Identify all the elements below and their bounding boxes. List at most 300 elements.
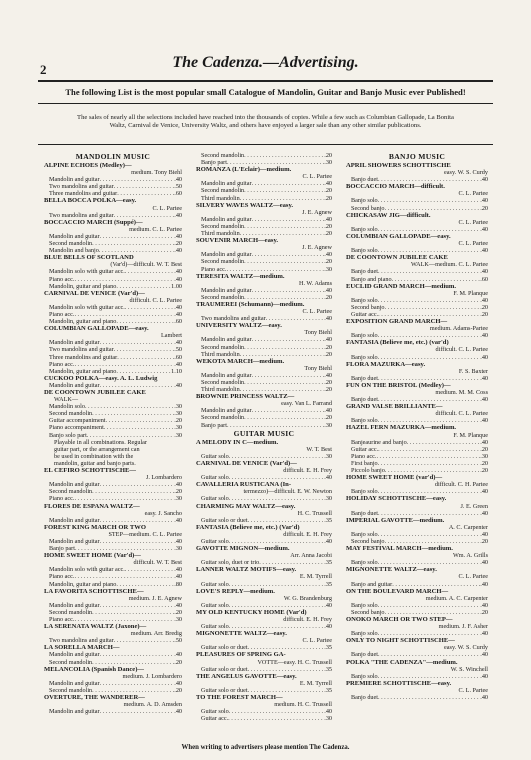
leader-dots — [100, 680, 175, 687]
arrangement-name: Two mandolins and guitar — [49, 637, 114, 645]
price-line — [44, 212, 182, 219]
price: .20 — [174, 686, 182, 694]
price: .30 — [174, 403, 182, 411]
piece-credit: J. E. Agnew — [302, 208, 332, 216]
arrangement-name: Mandolin and guitar — [49, 481, 100, 489]
arrangement-name: Mandolin solo with guitar acc. — [49, 303, 125, 311]
price: .40 — [174, 268, 182, 276]
catalogue-headline: The following List is the most popular small Catalogue of Mandolin, Guitar and Banjo Music ever Published! — [65, 87, 466, 97]
price: 1.00 — [171, 282, 182, 290]
leader-dots — [226, 266, 324, 273]
arrangement-name: Third mandolin — [201, 230, 240, 238]
piece-credit: C. L. Partee — [458, 218, 488, 226]
leader-dots — [252, 180, 325, 187]
price-line — [44, 417, 182, 424]
leader-dots — [229, 453, 325, 460]
piece-title: BROWNIE PRINCESS WALTZ— — [196, 393, 295, 401]
arrangement-name: Mandolin and guitar — [49, 708, 100, 716]
headline-rule — [38, 103, 493, 104]
piece-title: MELANCOLIA (Spanish Dance)— — [44, 665, 145, 673]
leader-dots — [244, 379, 324, 386]
price: .40 — [174, 360, 182, 368]
piece-title: MIGNONETTE WALTZ—easy. — [196, 630, 287, 638]
price-line — [196, 351, 332, 358]
leader-dots — [248, 517, 325, 524]
price: .40 — [480, 694, 488, 702]
arrangement-name: Mandolin and banjo — [49, 247, 99, 255]
arrangement-name: Guitar solo — [201, 580, 229, 588]
price: .35 — [324, 644, 332, 652]
arrangement-name: Mandolin, guitar and piano — [49, 580, 117, 588]
price-line — [44, 602, 182, 609]
leader-dots — [378, 673, 481, 680]
arrangement-name: Banjo part — [201, 421, 227, 429]
arrangement-name: Guitar solo — [201, 537, 229, 545]
leader-dots — [92, 659, 174, 666]
piece-title: FLORES DE ESPANA WALTZ— — [44, 502, 140, 510]
leader-dots — [244, 152, 324, 159]
price: .30 — [174, 545, 182, 553]
price-line — [346, 559, 488, 566]
piece-title: ALPINE ECHOES (Medley)— — [44, 162, 132, 169]
price: .40 — [174, 176, 182, 184]
arrangement-name: Two mandolins and guitar — [49, 211, 114, 219]
price-line — [346, 460, 488, 467]
leader-dots — [378, 247, 481, 254]
price-line — [44, 432, 182, 439]
leader-dots — [378, 197, 481, 204]
leader-dots — [240, 351, 325, 358]
price: .20 — [324, 194, 332, 202]
leader-dots — [114, 183, 175, 190]
piece-credit: C. L. Partee — [458, 573, 488, 581]
leader-dots — [74, 311, 174, 318]
catalogue-column-3 — [346, 152, 488, 701]
price-line — [44, 609, 182, 616]
piece-credit: Tony Biehl — [304, 329, 332, 337]
piece-credit: C. L. Partee — [302, 637, 332, 645]
price: .30 — [324, 421, 332, 429]
leader-dots — [378, 354, 481, 361]
price-line — [346, 630, 488, 637]
piece-credit: C. L. Partee — [458, 240, 488, 248]
piece-title: FANTASIA (Believe me, etc.) (Var'd) — [196, 523, 300, 531]
piece-credit: difficult. E. H. Frey — [283, 467, 332, 475]
leader-dots — [116, 368, 171, 375]
leader-dots — [104, 424, 174, 431]
price: .50 — [174, 346, 182, 354]
piece-title: PREMIERE SCHOTTISCHE—easy. — [346, 679, 452, 687]
piece-credit: Playable in all combinations. Regular — [54, 438, 147, 446]
leader-dots — [92, 687, 174, 694]
price: .35 — [324, 580, 332, 588]
section-heading: BANJO MUSIC — [388, 152, 446, 161]
price: .50 — [174, 183, 182, 191]
price-line — [196, 422, 332, 429]
leader-dots — [378, 446, 480, 453]
price-line — [196, 708, 332, 715]
arrangement-name: Banjo duet — [351, 651, 378, 659]
arrangement-name: Mandolin and guitar — [201, 371, 252, 379]
price: .40 — [324, 708, 332, 716]
piece-title: WEKOTA MARCH—medium. — [196, 357, 285, 365]
piece-title: COLUMBIAN GALLOPADE—easy. — [346, 232, 451, 240]
price: .30 — [324, 452, 332, 460]
leader-dots — [227, 422, 324, 429]
leader-dots — [378, 630, 481, 637]
price-line — [196, 623, 332, 630]
leader-dots — [407, 439, 481, 446]
price-line — [346, 417, 488, 424]
piece-credit: easy. W. S. Curdy — [444, 644, 488, 652]
price: .40 — [480, 651, 488, 659]
price-line — [44, 481, 182, 488]
leader-dots — [244, 258, 324, 265]
arrangement-name: Mandolin and guitar — [49, 232, 100, 240]
piece-credit: be used in combination with the — [54, 452, 134, 460]
price: .60 — [174, 318, 182, 326]
price: .30 — [324, 495, 332, 503]
arrangement-name: Second mandolin — [201, 258, 245, 266]
price: .60 — [174, 353, 182, 361]
leader-dots — [244, 294, 324, 301]
arrangement-name: Second mandolin — [49, 658, 93, 666]
price: .20 — [324, 343, 332, 351]
price: .30 — [324, 159, 332, 167]
piece-title: MY OLD KENTUCKY HOME (Var'd) — [196, 608, 307, 616]
price: .20 — [324, 258, 332, 266]
leader-dots — [385, 609, 481, 616]
arrangement-name: Banjo duet — [351, 268, 378, 276]
price-line — [346, 581, 488, 588]
arrangement-name: First banjo — [351, 459, 378, 467]
leader-dots — [378, 531, 481, 538]
price: .30 — [324, 265, 332, 273]
leader-dots — [378, 396, 480, 403]
price: .40 — [480, 225, 488, 233]
arrangement-name: Piano acc. — [49, 495, 75, 503]
price-line — [196, 386, 332, 393]
leader-dots — [378, 460, 481, 467]
piece-credit: W. G. Brandenburg — [283, 594, 332, 602]
leader-dots — [100, 602, 175, 609]
piece-title: TERESITA WALTZ—medium. — [196, 272, 285, 280]
piece-credit: STEP—medium. C. L. Partee — [108, 530, 182, 538]
arrangement-name: Second mandolin — [49, 240, 93, 248]
price-line — [44, 311, 182, 318]
price-line — [196, 666, 332, 673]
leader-dots — [378, 332, 481, 339]
arrangement-name: Piano acc. — [49, 275, 75, 283]
price-line — [196, 559, 332, 566]
footer-note: When writing to advertisers please mention The Cadenza. — [181, 744, 350, 751]
arrangement-name: Guitar solo or duet — [201, 686, 248, 694]
leader-dots — [100, 538, 175, 545]
piece-credit: Wm. A. Grills — [452, 552, 488, 560]
leader-dots — [229, 623, 325, 630]
piece-title: UNIVERSITY WALTZ—easy. — [196, 322, 282, 330]
arrangement-name: Two mandolins and guitar — [201, 315, 266, 323]
piece-credit: J. E. Agnew — [302, 244, 332, 252]
leader-dots — [252, 336, 325, 343]
leader-dots — [248, 644, 325, 651]
arrangement-name: Banjo solo — [351, 296, 378, 304]
price: .20 — [174, 417, 182, 425]
piece-title: HOLIDAY SCHOTTISCHE—easy. — [346, 495, 447, 503]
price-line — [196, 715, 332, 722]
arrangement-name: Three mandolins and guitar — [49, 190, 118, 198]
price-line — [346, 439, 488, 446]
price: .40 — [480, 509, 488, 517]
section-heading: GUITAR MUSIC — [233, 428, 295, 438]
price-line — [346, 453, 488, 460]
page-header-title: The Cadenza.—Advertising. — [172, 54, 359, 71]
leader-dots — [74, 573, 174, 580]
price-line — [346, 609, 488, 616]
arrangement-name: Mandolin and guitar — [201, 407, 252, 415]
price: .35 — [324, 665, 332, 673]
price-line — [44, 304, 182, 311]
price: .40 — [480, 296, 488, 304]
piece-credit: C. L. Partee — [302, 173, 332, 181]
leader-dots — [378, 226, 481, 233]
arrangement-name: Guitar solo, duet or trio — [201, 559, 260, 567]
price: .20 — [324, 222, 332, 230]
price-line — [44, 538, 182, 545]
price: .40 — [174, 708, 182, 716]
arrangement-name: Mandolin and guitar — [49, 381, 100, 389]
price-line — [196, 187, 332, 194]
arrangement-name: Second mandolin — [201, 293, 245, 301]
piece-title: EL CEFIRO SCHOTTISCHE— — [44, 467, 136, 475]
price: .40 — [480, 488, 488, 496]
leader-dots — [117, 190, 174, 197]
arrangement-name: Mandolin solo with guitar acc. — [49, 566, 125, 574]
leader-dots — [240, 195, 325, 202]
price: .30 — [174, 495, 182, 503]
arrangement-name: Mandolin, guitar and piano — [49, 282, 117, 290]
piece-title: THE ANGELUS GAVOTTE—easy. — [196, 672, 297, 680]
price-line — [346, 332, 488, 339]
piece-title: ONLY TO NIGHT SCHOTTISCHE— — [346, 637, 455, 645]
price: .40 — [174, 275, 182, 283]
price-line — [44, 488, 182, 495]
price: .40 — [324, 474, 332, 482]
price-line — [196, 344, 332, 351]
price-line — [346, 396, 488, 403]
leader-dots — [392, 581, 480, 588]
price-line — [346, 673, 488, 680]
piece-credit: A. C. Carpenter — [448, 523, 488, 531]
price-line — [346, 226, 488, 233]
price: .30 — [174, 431, 182, 439]
price: .35 — [324, 686, 332, 694]
leader-dots — [92, 410, 174, 417]
arrangement-name: Guitar solo — [201, 474, 229, 482]
piece-credit: E. M. Tyrrell — [299, 573, 332, 581]
leader-dots — [100, 382, 175, 389]
piece-credit: C. L. Partee — [458, 686, 488, 694]
price-line — [44, 573, 182, 580]
price-line — [44, 233, 182, 240]
price: .40 — [324, 315, 332, 323]
arrangement-name: Mandolin and guitar — [201, 251, 252, 259]
price: .40 — [480, 247, 488, 255]
price: .20 — [480, 310, 488, 318]
piece-credit: F. M. Planque — [453, 431, 488, 439]
price: .20 — [324, 187, 332, 195]
price-line — [44, 680, 182, 687]
leader-dots — [378, 375, 480, 382]
piece-credit: medium. J. F. Asher — [438, 623, 488, 631]
price-line — [346, 276, 488, 283]
price-line — [44, 637, 182, 644]
piece-title: LOVE'S REPLY—medium. — [196, 587, 275, 595]
piece-title: CARNIVAL DE VENICE (Var'd)— — [44, 289, 145, 297]
price-line — [44, 581, 182, 588]
leader-dots — [100, 176, 175, 183]
price-line — [196, 644, 332, 651]
piece-title: COLUMBIAN GALLOPADE—easy. — [44, 325, 149, 333]
price: .20 — [324, 293, 332, 301]
arrangement-name: Piccolo banjo — [351, 467, 385, 475]
price-line — [196, 517, 332, 524]
arrangement-name: Guitar solo — [201, 452, 229, 460]
piece-credit: W. S. Winchell — [450, 665, 488, 673]
leader-dots — [378, 268, 480, 275]
piece-credit: mandolin, guitar and banjo parts. — [54, 459, 136, 467]
price: .40 — [480, 672, 488, 680]
price-line — [44, 190, 182, 197]
price: .20 — [174, 488, 182, 496]
price: .20 — [480, 303, 488, 311]
arrangement-name: Second banjo — [351, 608, 385, 616]
piece-credit: medium. C. L. Partee — [129, 225, 182, 233]
price: .40 — [174, 481, 182, 489]
piece-title: CUCKOO POLKA—easy. A. L. Ludwig — [44, 374, 158, 382]
leader-dots — [100, 708, 175, 715]
piece-credit: H. W. Adams — [298, 279, 332, 287]
arrangement-name: Mandolin and guitar — [201, 336, 252, 344]
price-line — [44, 318, 182, 325]
price-line — [196, 315, 332, 322]
price-line — [44, 687, 182, 694]
leader-dots — [87, 432, 174, 439]
price-line — [196, 474, 332, 481]
leader-dots — [114, 637, 175, 644]
price: .40 — [174, 573, 182, 581]
price: .40 — [174, 303, 182, 311]
price-line — [346, 694, 488, 701]
arrangement-name: Second mandolin — [201, 379, 245, 386]
price: .40 — [480, 176, 488, 184]
piece-title: TO THE FOREST MARCH— — [196, 694, 283, 702]
price-line — [196, 258, 332, 265]
price-line — [44, 240, 182, 247]
price-line — [346, 446, 488, 453]
price: .40 — [480, 374, 488, 382]
leader-dots — [74, 616, 174, 623]
arrangement-name: Piano acc. — [49, 360, 75, 368]
leader-dots — [116, 283, 171, 290]
price: .40 — [174, 211, 182, 219]
price: .20 — [174, 658, 182, 666]
piece-credit: medium. J. Lombardero — [122, 672, 182, 680]
arrangement-name: Mandolin and guitar — [49, 339, 100, 347]
price: .40 — [324, 601, 332, 609]
piece-credit: difficult. E. H. Frey — [283, 616, 332, 623]
price-line — [196, 180, 332, 187]
piece-title: APRIL SHOWERS SCHOTTISCHE — [346, 162, 451, 169]
piece-credit: difficult. C. L. Partee — [435, 410, 488, 418]
price-line — [196, 372, 332, 379]
arrangement-name: Third mandolin — [201, 350, 240, 358]
piece-title: LA SERENATA WALTZ (Jaxone)— — [44, 623, 147, 631]
arrangement-name: Third mandolin — [201, 386, 240, 394]
arrangement-name: Second mandolin — [201, 414, 245, 422]
leader-dots — [229, 474, 325, 481]
price: 1.10 — [171, 367, 182, 375]
arrangement-name: Guitar solo or duet — [201, 516, 248, 524]
leader-dots — [114, 212, 175, 219]
piece-credit: medium. J. E. Agnew — [128, 594, 182, 602]
price: .20 — [480, 445, 488, 453]
leader-dots — [99, 247, 174, 254]
leader-dots — [252, 407, 325, 414]
arrangement-name: Banjeaurine and banjo — [351, 438, 407, 446]
leader-dots — [75, 545, 174, 552]
price-line — [196, 195, 332, 202]
arrangement-name: Banjo solo — [351, 197, 378, 205]
price-line — [44, 283, 182, 290]
piece-credit: difficult. C. H. Partee — [434, 481, 488, 489]
arrangement-name: Second banjo — [351, 303, 385, 311]
price-line — [346, 467, 488, 474]
price-line — [346, 304, 488, 311]
arrangement-name: Banjo solo — [351, 332, 378, 340]
price-line — [44, 403, 182, 410]
arrangement-name: Guitar acc. — [351, 445, 379, 453]
piece-title: A MELODY IN C—medium. — [196, 438, 279, 446]
leader-dots — [378, 176, 480, 183]
arrangement-name: Guitar acc. — [351, 310, 379, 318]
price-line — [346, 247, 488, 254]
price: .40 — [174, 232, 182, 240]
piece-credit: medium. M. M. Coss — [435, 389, 488, 396]
price-line — [346, 510, 488, 517]
arrangement-name: Banjo solo — [351, 559, 378, 567]
price-line — [44, 382, 182, 389]
price: .50 — [174, 637, 182, 645]
price: .40 — [480, 580, 488, 588]
price: .40 — [174, 516, 182, 524]
price-line — [346, 311, 488, 318]
price-line — [346, 297, 488, 304]
arrangement-name: Banjo duet — [351, 694, 378, 702]
piece-title: TRAUMEREI (Schumann)—medium. — [196, 300, 305, 308]
price: .40 — [480, 530, 488, 538]
piece-credit: J. Lombardero — [145, 474, 182, 482]
arrangement-name: Banjo solo — [351, 601, 378, 609]
piece-title: DE COONTOWN JUBILEE CAKE — [44, 389, 146, 396]
arrangement-name: Second mandolin — [201, 222, 245, 230]
leader-dots — [240, 230, 325, 237]
price: .20 — [324, 230, 332, 238]
arrangement-name: Piano acc. — [49, 573, 75, 581]
arrangement-name: Second mandolin — [49, 686, 93, 694]
price: .40 — [324, 215, 332, 223]
page-number: 2 — [40, 62, 47, 77]
